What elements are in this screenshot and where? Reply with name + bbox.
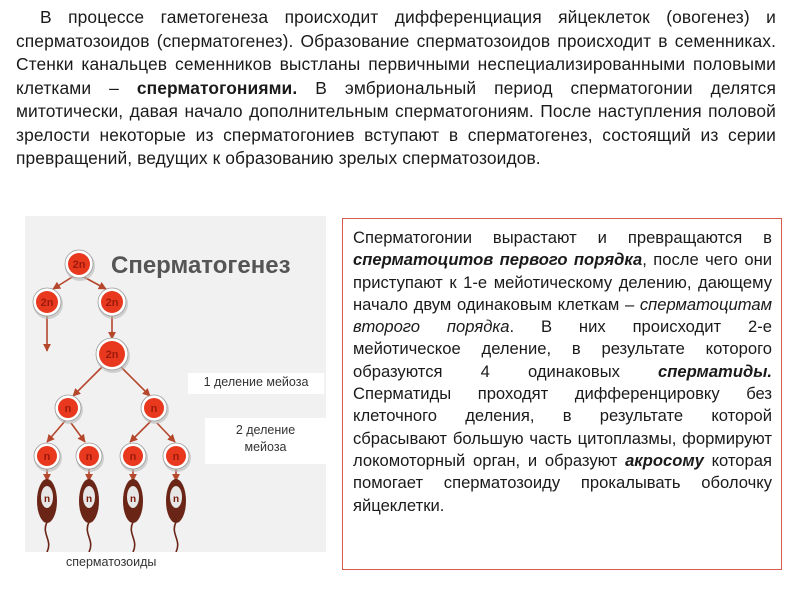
cell-ploidy-label: n [150, 403, 158, 415]
cell-ploidy-label: n [43, 451, 51, 463]
cell-ploidy-label: n [129, 451, 137, 463]
secondary-spermatocyte-cell [141, 395, 169, 424]
term-acrosome: акросому [625, 450, 704, 470]
spermatid-cell [120, 443, 148, 472]
division-arrow [73, 366, 103, 396]
sperm-tail [174, 522, 177, 552]
spermatozoon-icon [123, 479, 143, 552]
sperm-tail [87, 522, 90, 552]
primary-spermatocyte-cell [96, 338, 130, 373]
sperm-ploidy-label: n [129, 494, 137, 505]
spermatozoa-caption: сперматозоиды [66, 555, 157, 569]
division-arrow [47, 421, 65, 442]
spermatozoa-group [37, 479, 186, 552]
division-arrow [120, 366, 150, 396]
cell-ploidy-label: n [172, 451, 180, 463]
cells-group [33, 250, 191, 472]
spermatid-cell [34, 443, 62, 472]
diagram-title: Сперматогенез [111, 252, 291, 279]
spermatozoon-icon [166, 479, 186, 552]
sperm-tail [45, 522, 48, 552]
cell-ploidy-label: n [85, 451, 93, 463]
division-arrow [130, 421, 151, 442]
box-text-5: которая помогает сперматозоиду прокалывать оболочку яйцеклетки. [353, 450, 772, 515]
box-text-3: . В них происходит 2-е мейотическое деление, в результате которого образуются 4 одинаковых [353, 317, 772, 381]
box-text-1: Сперматогонии вырастают и превращаются в [353, 228, 772, 247]
intro-text-part2: В эмбриональный период сперматогонии делятся митотически, давая начало дополнительным сперматогониям. После наступления половой зрелости некоторые из сперматогониев вступают в сперматогенез, состоящий из серии превращений, ведущих к образованию зрелых сперматозоидов. [16, 77, 776, 168]
spermatid-cell [163, 443, 191, 472]
box-text-2: , после чего они приступают к 1-е мейотическому делению, дающему начало двум одинаковым клеткам – [353, 250, 772, 314]
spermatid-cell [76, 443, 104, 472]
term-spermatids: сперматиды. [658, 361, 772, 381]
meiosis-2-label [205, 418, 326, 464]
sperm-tail [131, 522, 134, 552]
spermatogonium-cell [33, 288, 63, 319]
sperm-ploidy-label: n [43, 494, 51, 505]
intro-text-part1: В процессе гаметогенеза происходит дифференциация яйцеклеток (овогенез) и сперматозоидов (сперматогенез). Образование сперматозоидов происходит в семенниках. Стенки канальцев семенников выстланы первичными неспециализированными половыми клетками – [16, 7, 776, 98]
division-arrow [71, 423, 85, 442]
meiosis-1-label: 1 деление мейоза [188, 373, 324, 394]
intro-term-spermatogonia: сперматогониями. [136, 77, 298, 98]
spermatogonium-cell [65, 250, 95, 281]
division-arrow [157, 423, 175, 442]
cell-ploidy-label: n [64, 403, 72, 415]
spermatozoon-icon [79, 479, 99, 552]
cell-ploidy-label: 2n [40, 297, 54, 309]
term-secondary-spermatocytes: сперматоцитам второго порядка [353, 294, 772, 337]
meiosis-2-label-line2: мейоза [244, 440, 287, 454]
sperm-ploidy-label: n [85, 494, 93, 505]
cell-ploidy-label: 2n [72, 259, 86, 271]
secondary-spermatocyte-cell [55, 395, 83, 424]
box-text-4: Сперматиды проходят дифференцировку без клеточного деления, в результате которой сбрасывают большую часть цитоплазмы, формируют локомоторный орган, и образуют [353, 384, 772, 470]
sperm-ploidy-label: n [172, 494, 180, 505]
description-box [342, 218, 782, 570]
intro-paragraph [16, 6, 776, 171]
cell-ploidy-label: 2n [105, 297, 119, 309]
meiosis-2-label-line1: 2 деление [235, 423, 296, 437]
cell-ploidy-label: 2n [105, 349, 119, 361]
term-primary-spermatocytes: сперматоцитов первого порядка [353, 250, 643, 270]
spermatozoon-icon [37, 479, 57, 552]
spermatogonium-cell [98, 288, 128, 319]
